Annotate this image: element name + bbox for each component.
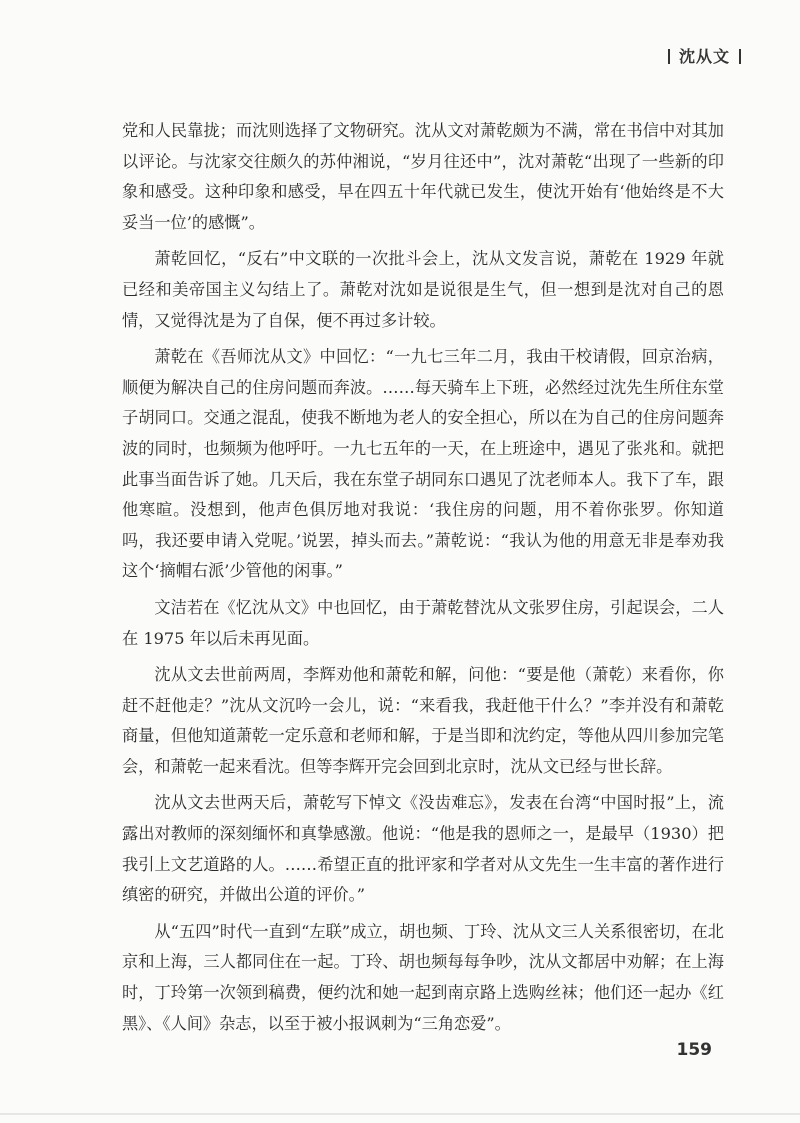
paragraph-3: 萧乾在《吾师沈从文》中回忆：“一九七三年二月，我由干校请假，回京治病，顺便为解决自己的住房问题而奔波。……每天骑车上下班，必然经过沈先生所住东堂子胡同口。交通之混乱，使我不断地为老人的安全担心，所以在为自己的住房问题奔波的同时，也频频为他呼吁。一九七五年的一天，在上班途中，遇见了张兆和。就把此事当面告诉了她。几天后，我在东堂子胡同东口遇见了沈老师本人。我下了车，跟他寒暄。没想到，他声色俱厉地对我说：‘我住房的问题，用不着你张罗。你知道吗，我还要申请入党呢。’说罢，掉头而去。”萧乾说：“我认为他的用意无非是奉劝我这个‘摘帽右派’少管他的闲事。” xyxy=(122,347,724,581)
paragraph-4: 文洁若在《忆沈从文》中也回忆，由于萧乾替沈从文张罗住房，引起误会，二人在 1975 年以后未再见面。 xyxy=(122,597,724,648)
paragraph-6: 沈从文去世两天后，萧乾写下悼文《没齿难忘》，发表在台湾“中国时报”上，流露出对教师的深刻缅怀和真挚感激。他说：“他是我的恩师之一，是最早（1930）把我引上文艺道路的人。……希望正直的批评家和学者对从文先生一生丰富的著作进行缜密的研究，并做出公道的评价。” xyxy=(122,793,724,905)
running-header xyxy=(659,44,750,67)
paragraph-5: 沈从文去世前两周，李辉劝他和萧乾和解，问他：“要是他（萧乾）来看你，你赶不赶他走？”沈从文沉吟一会儿，说：“来看我，我赶他干什么？”李并没有和萧乾商量，但他知道萧乾一定乐意和老师和解，于是当即和沈约定，等他从四川参加完笔会，和萧乾一起来看沈。但等李辉开完会回到北京时，沈从文已经与世长辞。 xyxy=(122,665,724,776)
paragraph-1: 党和人民靠拢；而沈则选择了文物研究。沈从文对萧乾颇为不满，常在书信中对其加以评论。与沈家交往颇久的苏仲湘说，“岁月往还中”，沈对萧乾“出现了一些新的印象和感受。这种印象和感受，早在四五十年代就已发生，使沈开始有‘他始终是不大妥当一位’的感慨”。 xyxy=(122,121,724,232)
page-number: 159 xyxy=(676,1040,712,1060)
paragraph-7: 从“五四”时代一直到“左联”成立，胡也频、丁玲、沈从文三人关系很密切，在北京和上海，三人都同住在一起。丁玲、胡也频每每争吵，沈从文都居中劝解；在上海时，丁玲第一次领到稿费，便约沈和她一起到南京路上选购丝袜；他们还一起办《红黑》、《人间》杂志，以至于被小报讽刺为“三角恋爱”。 xyxy=(122,921,724,1033)
header-left-rule xyxy=(668,49,670,64)
body-text xyxy=(122,116,724,1045)
paragraph-2: 萧乾回忆，“反右”中文联的一次批斗会上，沈从文发言说，萧乾在 1929 年就已经和美帝国主义勾结上了。萧乾对沈如是说很是生气，但一想到是沈对自己的恩情，又觉得沈是为了自保，便不再过多计较。 xyxy=(122,249,724,330)
section-title: 沈从文 xyxy=(678,47,730,66)
scan-edge-divider xyxy=(0,1113,800,1115)
header-right-rule xyxy=(739,49,741,64)
